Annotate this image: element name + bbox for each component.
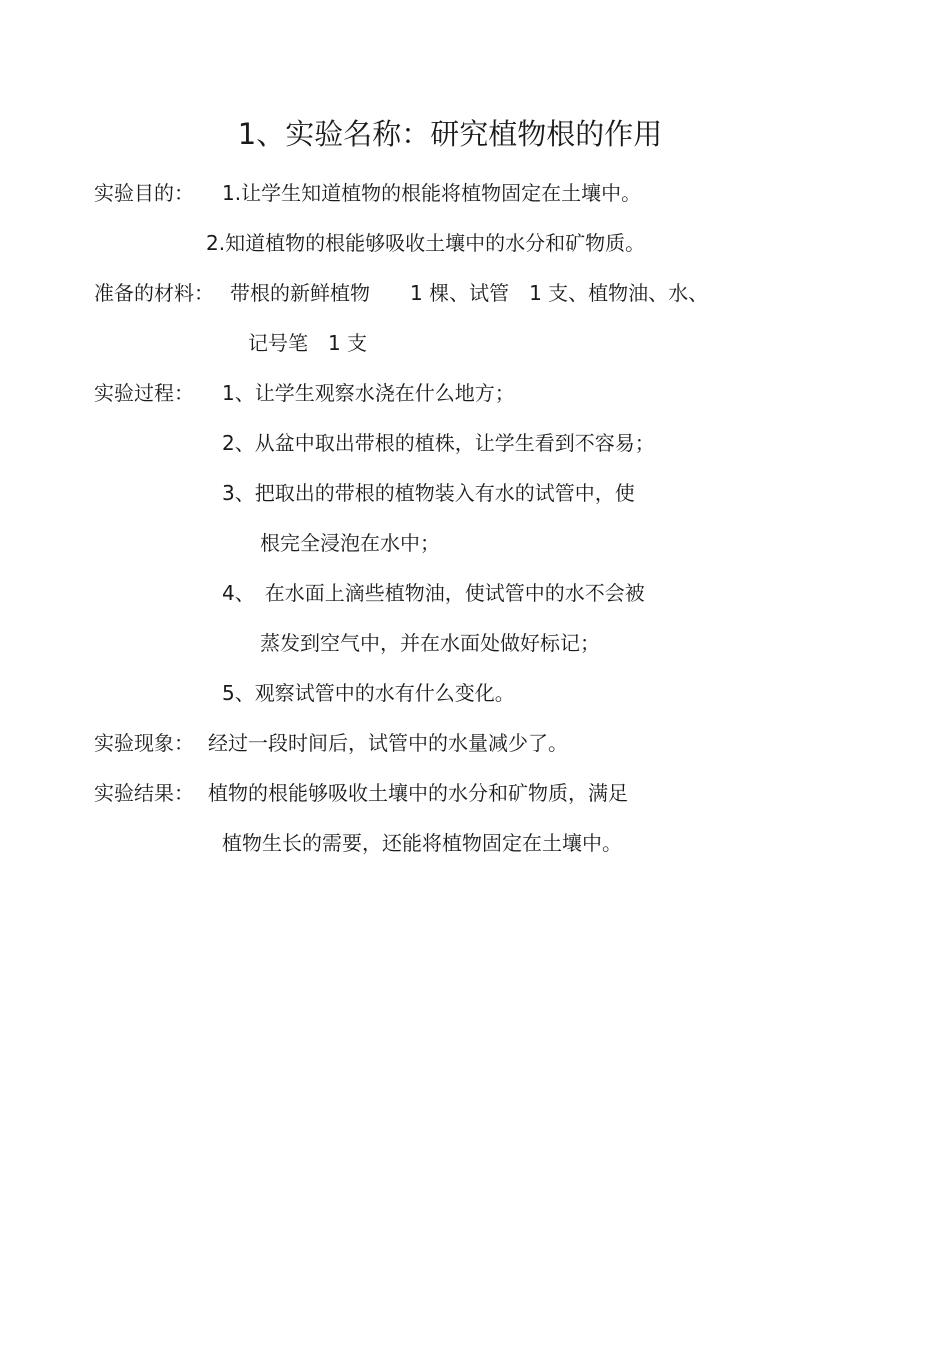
result-line-2: 植物生长的需要，还能将植物固定在土壤中。 bbox=[222, 831, 622, 855]
phenomenon-text: 经过一段时间后，试管中的水量减少了。 bbox=[208, 731, 568, 755]
process-line-6: 蒸发到空气中，并在水面处做好标记； bbox=[260, 631, 600, 655]
process-line-4: 根完全浸泡在水中； bbox=[260, 531, 440, 555]
purpose-label: 实验目的： bbox=[94, 181, 194, 205]
document-title: 1、实验名称：研究植物根的作用 bbox=[237, 117, 663, 151]
materials-line-1: 带根的新鲜植物 1 棵、试管 1 支、植物油、水、 bbox=[230, 281, 709, 305]
purpose-item-1: 1.让学生知道植物的根能将植物固定在土壤中。 bbox=[222, 181, 642, 205]
process-line-7: 5、观察试管中的水有什么变化。 bbox=[222, 681, 515, 705]
result-line-1: 植物的根能够吸收土壤中的水分和矿物质，满足 bbox=[208, 781, 628, 805]
process-line-3: 3、把取出的带根的植物装入有水的试管中，使 bbox=[222, 481, 635, 505]
purpose-item-2: 2.知道植物的根能够吸收土壤中的水分和矿物质。 bbox=[206, 231, 646, 255]
process-line-5: 4、 在水面上滴些植物油，使试管中的水不会被 bbox=[222, 581, 645, 605]
result-label: 实验结果： bbox=[94, 781, 194, 805]
process-line-1: 1、让学生观察水浇在什么地方； bbox=[222, 381, 515, 405]
materials-label: 准备的材料： bbox=[94, 281, 214, 305]
process-label: 实验过程： bbox=[94, 381, 194, 405]
phenomenon-label: 实验现象： bbox=[94, 731, 194, 755]
materials-line-2: 记号笔 1 支 bbox=[248, 331, 368, 355]
process-line-2: 2、从盆中取出带根的植株，让学生看到不容易； bbox=[222, 431, 655, 455]
